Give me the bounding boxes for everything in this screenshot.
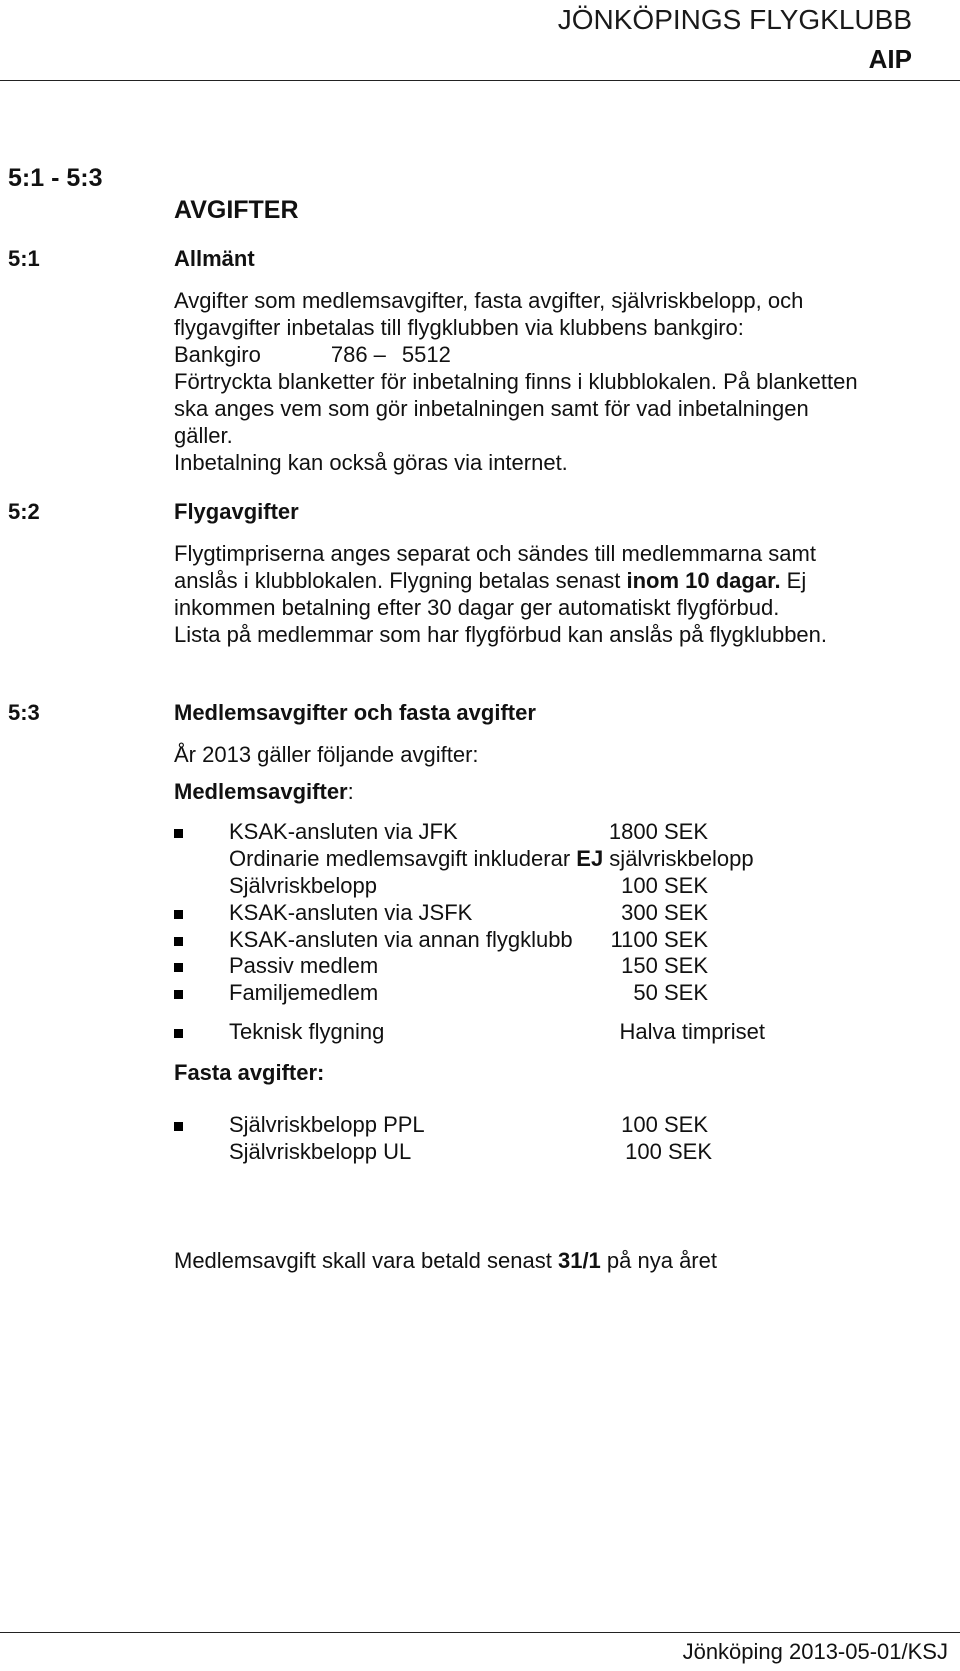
fixed-fee-label: Självriskbelopp UL	[229, 1139, 412, 1164]
section-5-3-number: 5:3	[8, 700, 40, 725]
body-line: Förtryckta blanketter för inbetalning finns i klubblokalen. På blanketten	[174, 369, 858, 394]
section-5-1-heading: Allmänt	[174, 246, 255, 271]
fee-amount: 100 SEK	[621, 873, 708, 898]
header-divider	[0, 80, 960, 81]
body-line: flygavgifter inbetalas till flygklubben via klubbens bankgiro:	[174, 315, 744, 340]
year-intro: År 2013 gäller följande avgifter:	[174, 742, 479, 767]
fee-label: Teknisk flygning	[229, 1019, 385, 1044]
bankgiro-line	[174, 341, 934, 368]
bankgiro-label: Bankgiro	[174, 342, 261, 367]
member-fees-colon: :	[347, 779, 354, 804]
fee-label: KSAK-ansluten via annan flygklubb	[229, 927, 573, 952]
body-line: Flygtimpriserna anges separat och sändes till medlemmarna samt	[174, 541, 816, 566]
body-text: Ej	[780, 568, 807, 593]
fee-amount: 50 SEK	[633, 980, 708, 1005]
fee-amount: 1800 SEK	[608, 819, 708, 844]
footer-date: Jönköping 2013-05-01/KSJ	[682, 1639, 948, 1664]
fee-note	[229, 846, 754, 872]
member-fees-label: Medlemsavgifter	[174, 779, 348, 804]
fee-label: Självriskbelopp	[229, 873, 377, 898]
fee-amount: Halva timpriset	[619, 1019, 765, 1044]
fixed-fee-label: Självriskbelopp PPL	[229, 1112, 425, 1137]
fee-amount: 300 SEK	[621, 900, 708, 925]
section-5-1-number: 5:1	[8, 246, 40, 271]
bullet-icon	[174, 937, 183, 946]
body-line: Inbetalning kan också göras via internet.	[174, 450, 568, 475]
footer-divider	[0, 1632, 960, 1633]
member-fees-heading	[174, 779, 354, 805]
bullet-icon	[174, 1122, 183, 1131]
bullet-icon	[174, 963, 183, 972]
section-5-2-number: 5:2	[8, 499, 40, 524]
fee-label: KSAK-ansluten via JSFK	[229, 900, 473, 925]
fee-label: Familjemedlem	[229, 980, 379, 1005]
fee-amount: 150 SEK	[621, 953, 708, 978]
payment-deadline-note	[174, 1248, 717, 1274]
section-5-2-body	[174, 540, 934, 648]
body-line: Lista på medlemmar som har flygförbud kan anslås på flygklubben.	[174, 622, 828, 647]
fixed-fees-heading: Fasta avgifter:	[174, 1060, 325, 1085]
bankgiro-number-part2: 5512	[401, 342, 451, 367]
fee-label: KSAK-ansluten via JFK	[229, 819, 458, 844]
club-name-header: JÖNKÖPINGS FLYGKLUBB	[557, 4, 912, 35]
note-emphasis: EJ	[576, 846, 604, 871]
body-line	[174, 567, 934, 594]
body-line: gäller.	[174, 423, 233, 448]
fee-label: Passiv medlem	[229, 953, 379, 978]
fixed-fee-amount: 100 SEK	[621, 1112, 708, 1137]
note-text: Ordinarie medlemsavgift inkluderar	[229, 846, 577, 871]
deadline-date: 31/1	[557, 1248, 601, 1273]
page-title: AVGIFTER	[174, 196, 299, 224]
fee-amount: 1100 SEK	[610, 927, 708, 952]
section-range: 5:1 - 5:3	[8, 164, 103, 192]
note-text: på nya året	[600, 1248, 717, 1273]
note-text: självriskbelopp	[603, 846, 754, 871]
body-text: anslås i klubblokalen. Flygning betalas senast	[174, 568, 627, 593]
bullet-icon	[174, 1029, 183, 1038]
document-code: AIP	[868, 44, 912, 74]
bankgiro-number-part1: 786 –	[330, 342, 386, 367]
deadline-emphasis: inom 10 dagar.	[626, 568, 781, 593]
fixed-fee-amount: 100 SEK	[625, 1139, 712, 1164]
note-text: Medlemsavgift skall vara betald senast	[174, 1248, 558, 1273]
section-5-2-heading: Flygavgifter	[174, 499, 299, 524]
section-5-1-body	[174, 287, 934, 476]
body-line: inkommen betalning efter 30 dagar ger automatiskt flygförbud.	[174, 595, 780, 620]
body-line: ska anges vem som gör inbetalningen samt för vad inbetalningen	[174, 396, 809, 421]
bullet-icon	[174, 910, 183, 919]
section-5-3-heading: Medlemsavgifter och fasta avgifter	[174, 700, 536, 725]
bullet-icon	[174, 829, 183, 838]
bullet-icon	[174, 990, 183, 999]
body-line: Avgifter som medlemsavgifter, fasta avgifter, självriskbelopp, och	[174, 288, 804, 313]
